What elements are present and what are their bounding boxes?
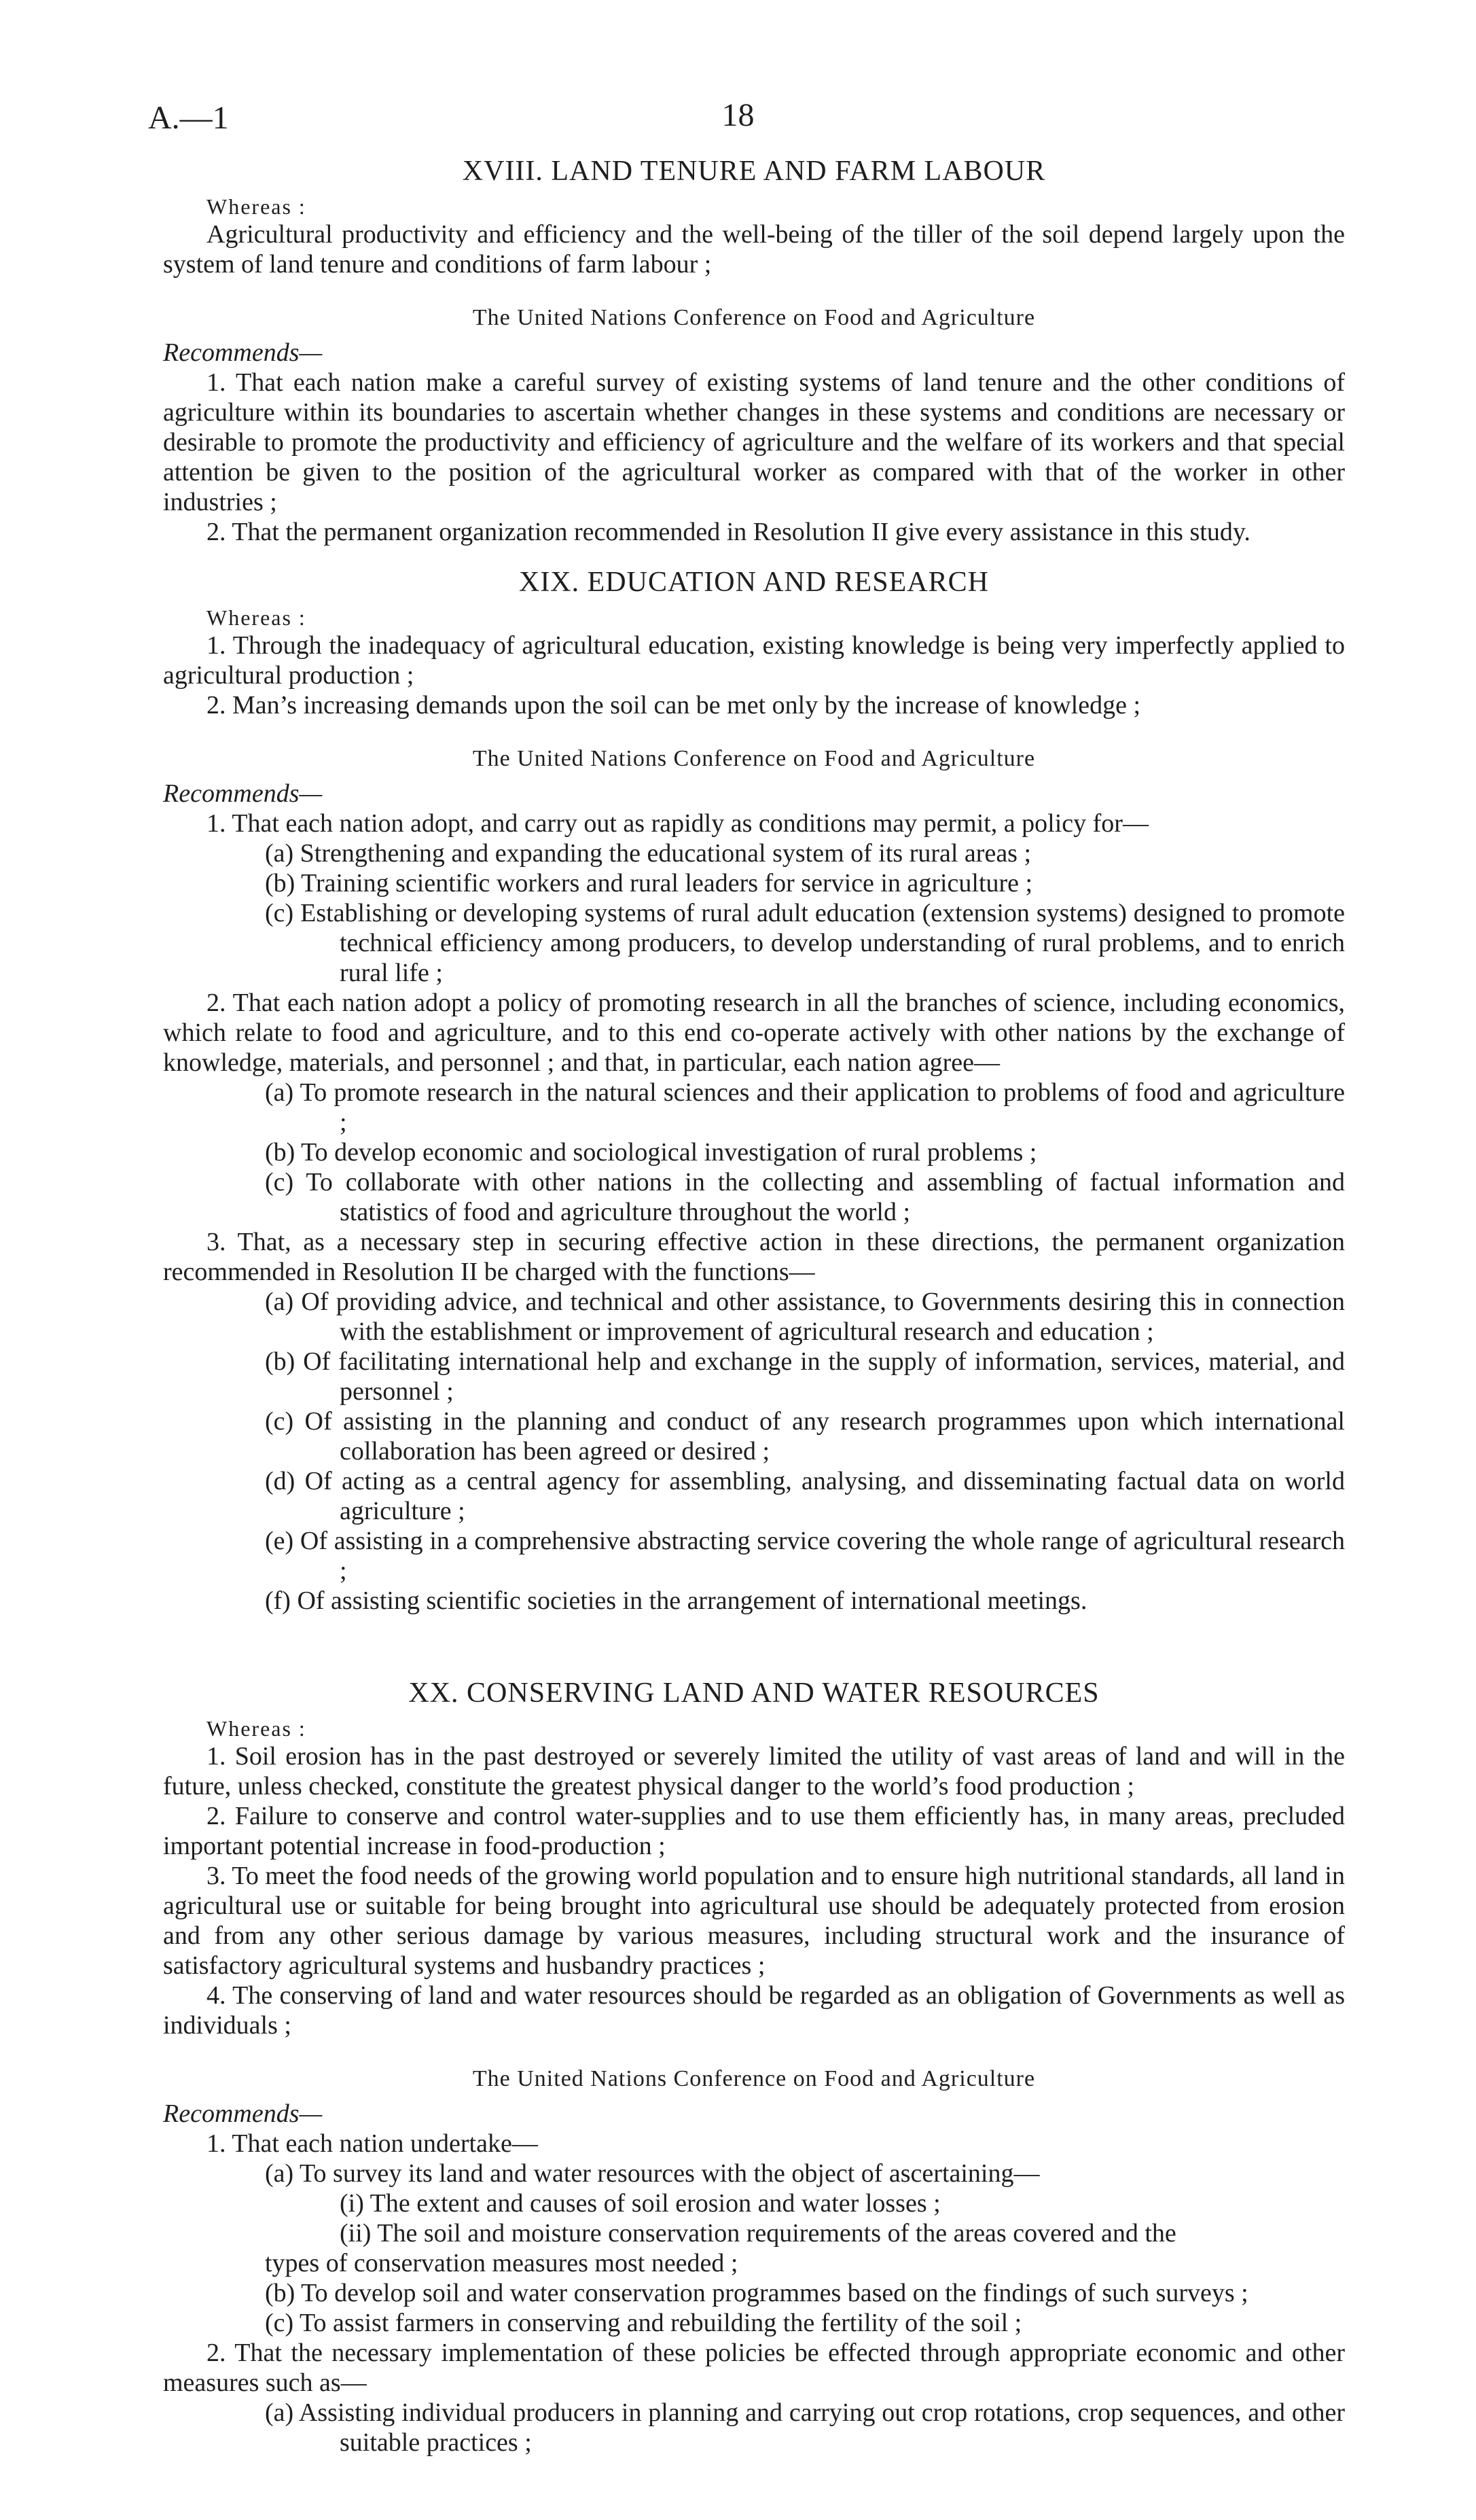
whereas-clause: 2. Failure to conserve and control water-supplies and to use them efficiently has, in many areas, precluded important potential increase in food-production ; <box>163 1802 1345 1860</box>
whereas-label: Whereas : <box>206 605 306 630</box>
recommendation-subitem: (c) To collaborate with other nations in the collecting and assembling of factual information and statistics of food and agriculture throughout the world ; <box>265 1168 1345 1226</box>
recommendation-subitem: (a) Assisting individual producers in planning and carrying out crop rotations, crop sequences, and other suitable practices ; <box>265 2398 1345 2457</box>
conference-heading: The United Nations Conference on Food and Agriculture <box>472 305 1036 330</box>
recommendation: 1. That each nation make a careful survey of existing systems of land tenure and the other conditions of agriculture within its boundaries to ascertain whether changes in these systems and conditions are necessary or desirable to promote the productivity and efficiency of agriculture and the welfare of its workers and that special attention be given to the position of the agricultural worker as compared with that of the worker in other industries ; <box>163 368 1345 516</box>
recommendation-subitem: (b) To develop economic and sociological investigation of rural problems ; <box>265 1138 1037 1167</box>
recommendation-subitem: (a) To survey its land and water resources with the object of ascertaining— <box>265 2159 1040 2188</box>
recommendation-subitem: (d) Of acting as a central agency for assembling, analysing, and disseminating factual data on world agriculture ; <box>265 1467 1345 1525</box>
recommendation-subsubitem-continuation: types of conservation measures most needed ; <box>265 2249 738 2277</box>
conference-heading: The United Nations Conference on Food and Agriculture <box>472 746 1036 771</box>
page-number: 18 <box>721 97 755 133</box>
recommendation: 1. That each nation adopt, and carry out as rapidly as conditions may permit, a policy for— <box>206 809 1149 838</box>
section-land-tenure <box>163 155 1345 547</box>
recommends-label: Recommends— <box>163 2099 323 2128</box>
conference-heading: The United Nations Conference on Food and Agriculture <box>472 2066 1036 2091</box>
whereas-clause: Agricultural productivity and efficiency and the well-being of the tiller of the soil depend largely upon the system of land tenure and conditions of farm labour ; <box>163 220 1345 279</box>
recommendation-subitem: (a) Of providing advice, and technical and other assistance, to Governments desiring this in connection with the establishment or improvement of agricultural research and education ; <box>265 1288 1345 1346</box>
whereas-clause: 1. Soil erosion has in the past destroyed or severely limited the utility of vast areas of land and will in the future, unless checked, constitute the greatest physical danger to the world’s food production ; <box>163 1742 1345 1800</box>
section-title: XX. CONSERVING LAND AND WATER RESOURCES <box>408 1678 1100 1709</box>
recommendation-subitem: (a) Strengthening and expanding the educational system of its rural areas ; <box>265 839 1032 868</box>
section-conserving-resources <box>163 1677 1345 2457</box>
whereas-label: Whereas : <box>206 194 306 219</box>
whereas-clause: 2. Man’s increasing demands upon the soil can be met only by the increase of knowledge ; <box>206 691 1141 720</box>
section-title: XIX. EDUCATION AND RESEARCH <box>518 567 989 598</box>
recommendation-subitem: (a) To promote research in the natural sciences and their application to problems of food and agriculture ; <box>265 1078 1345 1137</box>
recommendation-subitem: (c) Establishing or developing systems of rural adult education (extension systems) designed to promote technical efficiency among producers, to develop understanding of rural problems, and to enrich rural life ; <box>265 899 1345 987</box>
whereas-clause: 1. Through the inadequacy of agricultural education, existing knowledge is being very imperfectly applied to agricultural production ; <box>163 631 1345 690</box>
recommendation-subitem: (f) Of assisting scientific societies in the arrangement of international meetings. <box>265 1586 1087 1615</box>
recommendation-subsubitem: (ii) The soil and moisture conservation requirements of the areas covered and the <box>340 2219 1176 2248</box>
recommendation-subitem: (e) Of assisting in a comprehensive abstracting service covering the whole range of agricultural research ; <box>265 1527 1345 1585</box>
recommendation-subitem: (b) Of facilitating international help and exchange in the supply of information, services, material, and personnel ; <box>265 1347 1345 1406</box>
recommendation: 2. That the permanent organization recommended in Resolution II give every assistance in this study. <box>206 518 1250 546</box>
recommendation: 3. That, as a necessary step in securing effective action in these directions, the permanent organization recommended in Resolution II be charged with the functions— <box>163 1228 1345 1286</box>
whereas-label: Whereas : <box>206 1716 306 1741</box>
recommends-label: Recommends— <box>163 779 323 808</box>
section-title: XVIII. LAND TENURE AND FARM LABOUR <box>462 156 1046 187</box>
sheet-reference: A.—1 <box>148 100 229 136</box>
page-content <box>163 155 1345 2457</box>
recommendation-subsubitem: (i) The extent and causes of soil erosion and water losses ; <box>340 2189 941 2218</box>
recommendation-subitem: (c) To assist farmers in conserving and rebuilding the fertility of the soil ; <box>265 2309 1022 2337</box>
recommendation-subitem: (b) Training scientific workers and rural leaders for service in agriculture ; <box>265 869 1033 898</box>
section-education-research <box>163 566 1345 1616</box>
recommendation-subitem: (c) Of assisting in the planning and conduct of any research programmes upon which international collaboration has been agreed or desired ; <box>265 1407 1345 1466</box>
recommendation: 2. That each nation adopt a policy of promoting research in all the branches of science, including economics, which relate to food and agriculture, and to this end co-operate actively with other nations by the exchange of knowledge, materials, and personnel ; and that, in particular, each nation agree— <box>163 989 1345 1077</box>
recommendation: 2. That the necessary implementation of these policies be effected through appropriate economic and other measures such as— <box>163 2339 1345 2397</box>
whereas-clause: 3. To meet the food needs of the growing world population and to ensure high nutritional standards, all land in agricultural use or suitable for being brought into agricultural use should be adequately protected from erosion and from any other serious damage by various measures, including structural work and the insurance of satisfactory agricultural systems and husbandry practices ; <box>163 1862 1345 1980</box>
recommendation-subitem: (b) To develop soil and water conservation programmes based on the findings of such surveys ; <box>265 2279 1248 2307</box>
recommendation: 1. That each nation undertake— <box>206 2129 538 2158</box>
whereas-clause: 4. The conserving of land and water resources should be regarded as an obligation of Governments as well as individuals ; <box>163 1981 1345 2040</box>
recommends-label: Recommends— <box>163 338 323 367</box>
